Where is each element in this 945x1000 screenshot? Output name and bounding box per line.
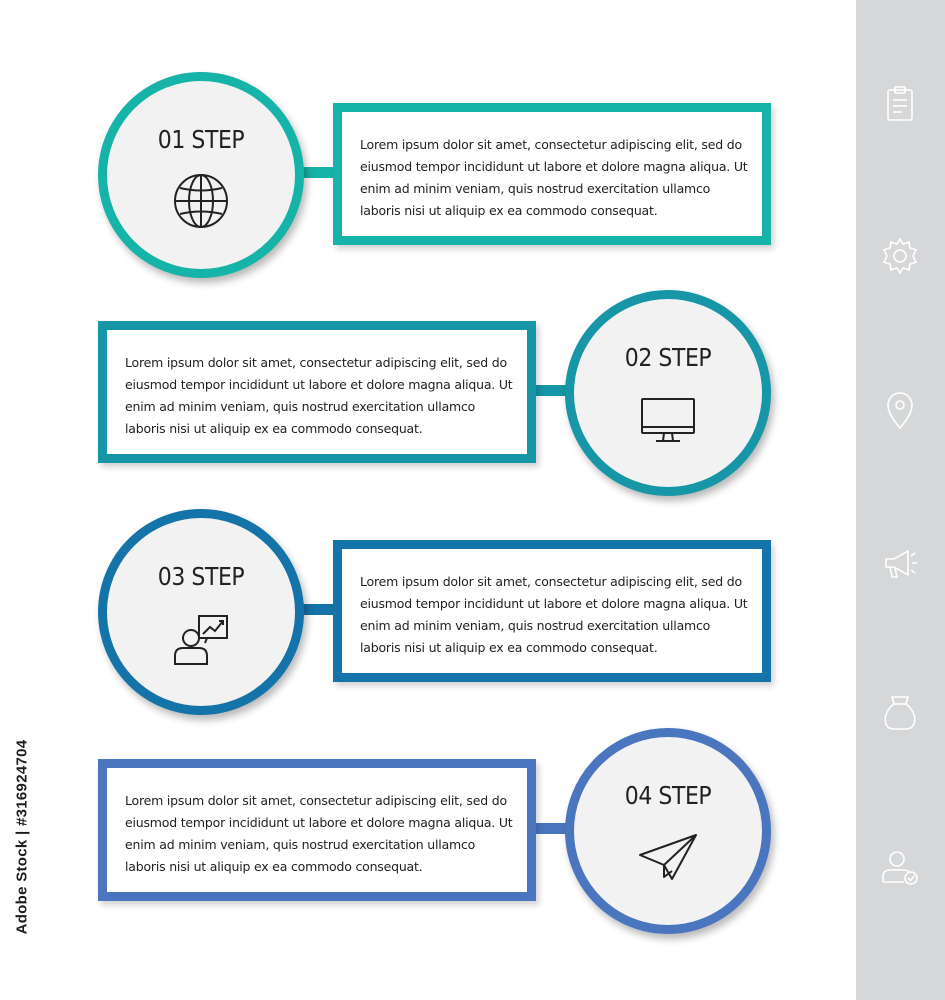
step-4-label: 04 STEP — [624, 781, 712, 810]
step-3-label: 03 STEP — [157, 562, 245, 591]
clipboard-icon — [880, 84, 920, 124]
step-4-circle — [565, 728, 771, 934]
monitor-icon — [636, 387, 700, 451]
user-check-icon — [880, 846, 920, 886]
step-1-label: 01 STEP — [157, 125, 245, 154]
location-pin-icon — [880, 390, 920, 430]
step-2-text: Lorem ipsum dolor sit amet, consectetur adipiscing elit, sed do eiusmod tempor incididunt ut labore et dolore magna aliqua. Ut enim ad minim veniam, quis nostrud exercitation ullamco laboris nisi ut aliquip ex ea commodo consequat. — [125, 355, 513, 436]
step-2-box — [98, 321, 536, 463]
step-2-label: 02 STEP — [624, 343, 712, 372]
step-1-circle — [98, 72, 304, 278]
step-1 — [0, 72, 856, 282]
money-bag-icon — [880, 692, 920, 732]
step-1-text: Lorem ipsum dolor sit amet, consectetur adipiscing elit, sed do eiusmod tempor incididunt ut labore et dolore magna aliqua. Ut enim ad minim veniam, quis nostrud exercitation ullamco laboris nisi ut aliquip ex ea commodo consequat. — [360, 137, 748, 218]
step-4 — [0, 728, 856, 938]
watermark-text: Adobe Stock | #316924704 — [13, 739, 31, 935]
step-3 — [0, 509, 856, 719]
step-4-text: Lorem ipsum dolor sit amet, consectetur adipiscing elit, sed do eiusmod tempor incididunt ut labore et dolore magna aliqua. Ut enim ad minim veniam, quis nostrud exercitation ullamco laboris nisi ut aliquip ex ea commodo consequat. — [125, 793, 513, 874]
step-3-text: Lorem ipsum dolor sit amet, consectetur adipiscing elit, sed do eiusmod tempor incididunt ut labore et dolore magna aliqua. Ut enim ad minim veniam, quis nostrud exercitation ullamco laboris nisi ut aliquip ex ea commodo consequat. — [360, 574, 748, 655]
gear-icon — [880, 236, 920, 276]
step-2-circle — [565, 290, 771, 496]
step-1-box — [333, 103, 771, 245]
step-2 — [0, 290, 856, 500]
globe-icon — [169, 169, 233, 233]
step-4-box — [98, 759, 536, 901]
megaphone-icon — [880, 543, 920, 583]
paper-plane-icon — [636, 825, 700, 889]
step-3-box — [333, 540, 771, 682]
step-3-circle — [98, 509, 304, 715]
right-sidebar — [856, 0, 945, 1000]
presentation-user-icon — [169, 606, 233, 670]
